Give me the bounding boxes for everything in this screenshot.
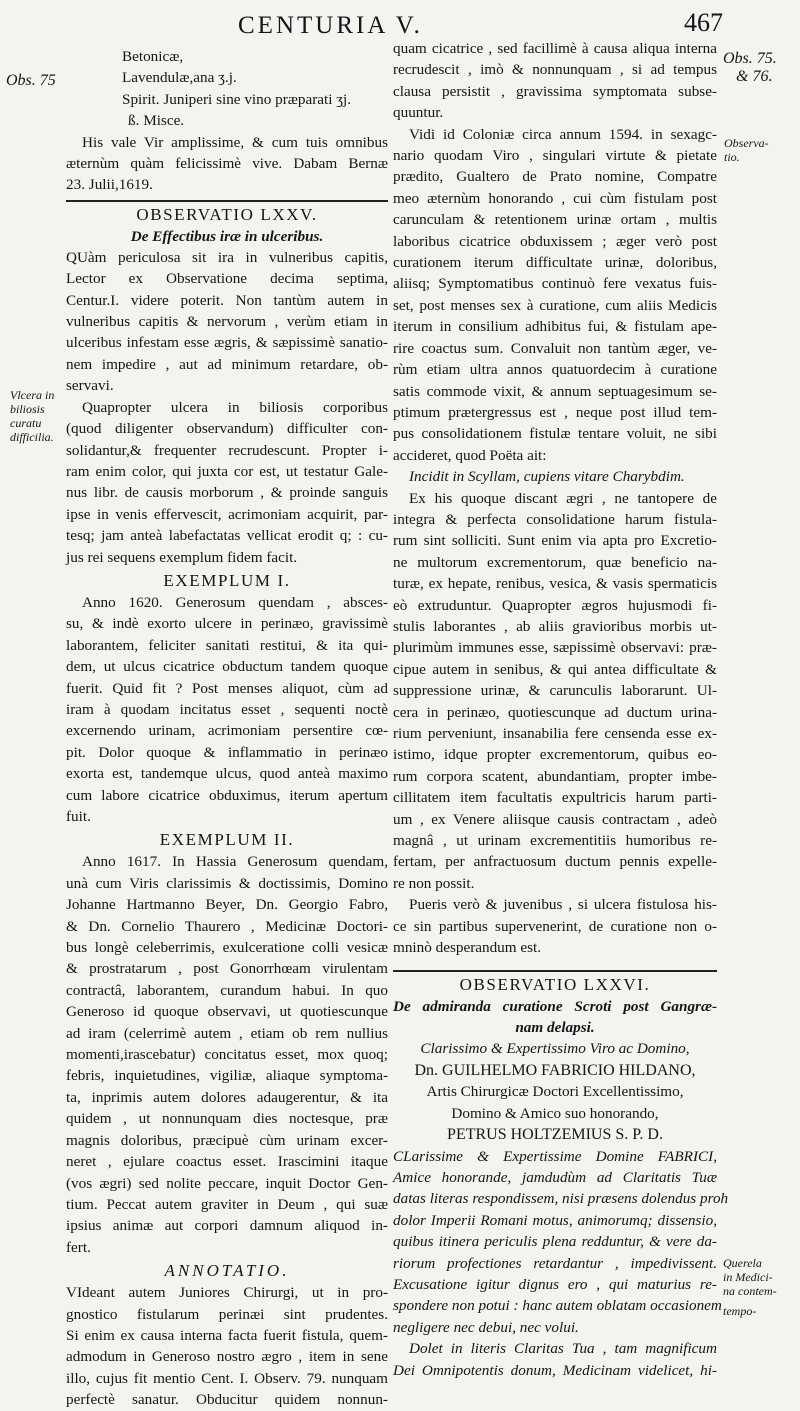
margin-note-obs75: Obs. 75 <box>6 72 56 89</box>
verse-quote: Incidit in Scyllam, cupiens vitare Charybdim. <box>409 468 685 486</box>
left-column <box>66 46 388 1411</box>
obs75-subtitle: De Effectibus iræ in ulceribus. <box>130 227 324 245</box>
dedication-block: Clarissimo & Expertissimo Viro ac Domino, Dn. GUILHELMO FABRICIO HILDANO, Artis Chirurgicæ Doctori Excellentissimo, Domino & Amico suo honorando, PETRUS HOLTZEMIUS S. P. D. <box>414 1040 696 1144</box>
section-rule <box>66 200 388 202</box>
example-1-text: Anno 1620. Generosum quendam , absces- su, & indè exorto ulcere in perinæo, gravissimè laborantem, feliciter sanitati restitui, & ita qui- dem, ut ulcus cicatrice obductum tandem quoque fuerit. Quid fit ? Post menses aliquot, cùm ad iram à quodam incitatus esset , sequenti noctè excernendo urinam, acrimoniam persentire cœ- pit. Dolor quoque & inflammatio in perinæo exorta est, tandemque ulcus, quod anteà maximo cum labore cicatrice obduximus, iterum apertum fuit. <box>66 593 388 825</box>
obs76-subtitle: De admiranda curatione Scroti post Gangræ- nam delapsi. <box>393 998 717 1037</box>
obs75-paragraph-1: QUàm periculosa sit ira in vulneribus capitis, Lector ex Observatione decima septima, Centur.I. videre poterit. Non tantùm autem in vulneribus capitis & nervorum , verùm etiam in ulceribus infestam esse ægris, & sæpissimè sanatio- nem impedire , aut ad minimum retardare, ob- servavi. <box>66 248 388 395</box>
obs75-title: OBSERVATIO LXXV. <box>136 204 318 224</box>
closing-salutation: His vale Vir amplissime, & cum tuis omnibus æternùm quàm felicissimè vive. Dabam Bernæ 23. Julii,1619. <box>66 133 388 194</box>
letter-text: CLarissime & Expertissime Domine FABRICI, Amice honorande, jamdudùm ad Claritatis Tuæ datas literas respondissem, nisi præsens dolendus proh dolor Imperii Romani motus, animorumq; dissensio, quibus itinera periculis plena redduntur, & vere da- riorum profectiones retardantur , impedivissent. Excusatione igitur dignus ero , qui maturius re- spondere non potui : hanc autem oblatam occasionem negligere nec debui, nec volui. <box>393 1147 729 1336</box>
right-column <box>393 38 729 1381</box>
paragraph-coloniae: Vidi id Coloniæ circa annum 1594. in sexagc- nario quodam Viro , singulari virtute & pietate prædito, Gualtero de Prato nomine, Compatre meo æternùm honorando , cui cùm fistulam post carunculam & retentionem urinæ ortam , multis laboribus cicatrice obduxissem ; æger verò post curationem iterum difficultate urinæ, doloribus, aliisq; Symptomatibus continuò fere vexatus fuis- set, post menses sex à curatione, cum aliis Medicis iterum in consilium adhibitus fui, & fistulam ape- rire coactus sum. Convaluit non tantùm æger, ve- rùm etiam ultra annos quatuordecim à curatione satis commode vixit, & annum septuagesimum se- ptimum prætergressus est , neque post illud tem- pus consolidationem fistulæ tentare voluit, ne sibi accideret, quod Poëta ait: <box>393 125 717 464</box>
margin-note-observatio: Observa- tio. <box>724 136 769 164</box>
example-2-title: EXEMPLUM II. <box>159 830 295 850</box>
running-title: CENTURIA V. <box>238 12 423 39</box>
paragraph-pueris: Pueris verò & juvenibus , si ulcera fistulosa his- ce sin partibus supervenerint, de curatione non o- mninò desperandum est. <box>393 896 717 957</box>
margin-note-obs76-right: & 76. <box>736 68 773 85</box>
letter-last-paragraph: Dolet in literis Claritas Tua , tam magnificum Dei Omnipotentis donum, Medicinam videlicet, hi- <box>393 1340 717 1379</box>
continuation-text: quam cicatrice , sed facillimè à causa aliqua interna recrudescit , imò & nonnunquam , si ad tempus clausa persistit , gravissima symptomata subse- quuntur. <box>393 40 717 122</box>
recipe-block: Betonicæ, Lavendulæ,ana ʒ.j. Spirit. Juniperi sine vino præparati ʒj. ß. Misce. <box>122 48 352 130</box>
page-number: 467 <box>684 8 723 37</box>
obs76-title: OBSERVATIO LXXVI. <box>459 975 651 995</box>
section-rule-right <box>393 970 717 972</box>
margin-note-ulcera: Vlcera in biliosis curatu difficilia. <box>10 388 55 444</box>
obs75-paragraph-2: Quapropter ulcera in biliosis corporibus (quod diligenter observandum) difficulter con- solidantur,& frequenter recrudescunt. Propter i- ram enim color, qui juxta cor est, ut testatur Gale- nus libr. de causis morborum , & proinde sanguis ipse in venis effervescit, acrimoniam acquirit, par- tesq; jam anteà labefactatas vellicat erodit q; : cu- jus rei sequens exemplum fidem facit. <box>66 398 388 566</box>
paragraph-aegri: Ex his quoque discant ægri , ne tantopere de integra & perfecta consolidatione harum fistula- rum sint solliciti. Sunt enim via apta pro Excretio- ne multorum excrementorum, quæ beneficio na- turæ, ex hepate, renibus, vesica, & vasis spermaticis eò extruduntur. Quapropter ægros hujusmodi fi- stulis laborantes , ab aliis gravioribus morbis ut- plurimùm immunes esse, sæpissimè observavi: præ- cipue autem in senibus, & qui antea difficultate & suppressione urinæ, & carunculis laborarunt. Ul- cera in perinæo, quotiescunque ad ductum urina- rium perveniunt, insanabilia fere censenda esse ex- istimo, idque propter excrementorum, quibus eo- rum corpora scatent, abundantiam, propter imbe- cillitatem item facultatis expultricis harum parti- um , ex Venere aliisque causis contractam , adeò magnâ , ut urinam excrementitiis humoribus re- fertam, per anfractuosum ductum pennis expelle- re non possit. <box>393 489 717 892</box>
margin-note-obs75-right: Obs. 75. <box>723 50 777 67</box>
example-2-text: Anno 1617. In Hassia Generosum quendam, unà cum Viris clarissimis & doctissimis, Domino Johanne Hartmanno Beyer, Dn. Georgio Fabro, & Dn. Cornelio Thaurero , Medicinæ Doctori- bus longè celeberrimis, exulceratione colli vesicæ & prostratarum , post Gonorrhœam virulentam contractâ, laborantem, curandum habui. In quo Generoso id quoque observavi, ut quotiescunque ad iram (celerrimè autem , etiam ob rem nullius momenti,irascebatur) concitatus esset, mox quoq; febris, inquietudines, vigiliæ, aliaque symptoma- ta, inprimis autem dolores adaugerentur, & ita quidem , ut nonnunquam dies noctesque, præ magnis doloribus, præcipuè cùm urinam excer- neret , ejulare coactus esset. Irascimini itaque (vos ægri) sed nolite peccare, inquit Doctor Gen- tium. Peccat autem graviter in Deum , qui suæ ipsius animæ aut corpori damnum aliquod in- fert. <box>66 853 388 1256</box>
margin-note-querela: Querela in Medici- na contem- tempo- <box>723 1256 777 1318</box>
example-1-title: EXEMPLUM I. <box>163 570 291 590</box>
annotatio-title: ANNOTATIO. <box>164 1261 290 1281</box>
annotatio-text: VIdeant autem Juniores Chirurgi, ut in pro- gnostico fistularum perinæi sint prudentes. Si enim ex causa interna facta fuerit fistula, quem- admodum in Generoso nostro ægro , item in sene illo, cujus fit mentio Cent. I. Observ. 79. nunquam perfectè sanatur. Obducitur quidem nonnun- <box>66 1284 388 1409</box>
